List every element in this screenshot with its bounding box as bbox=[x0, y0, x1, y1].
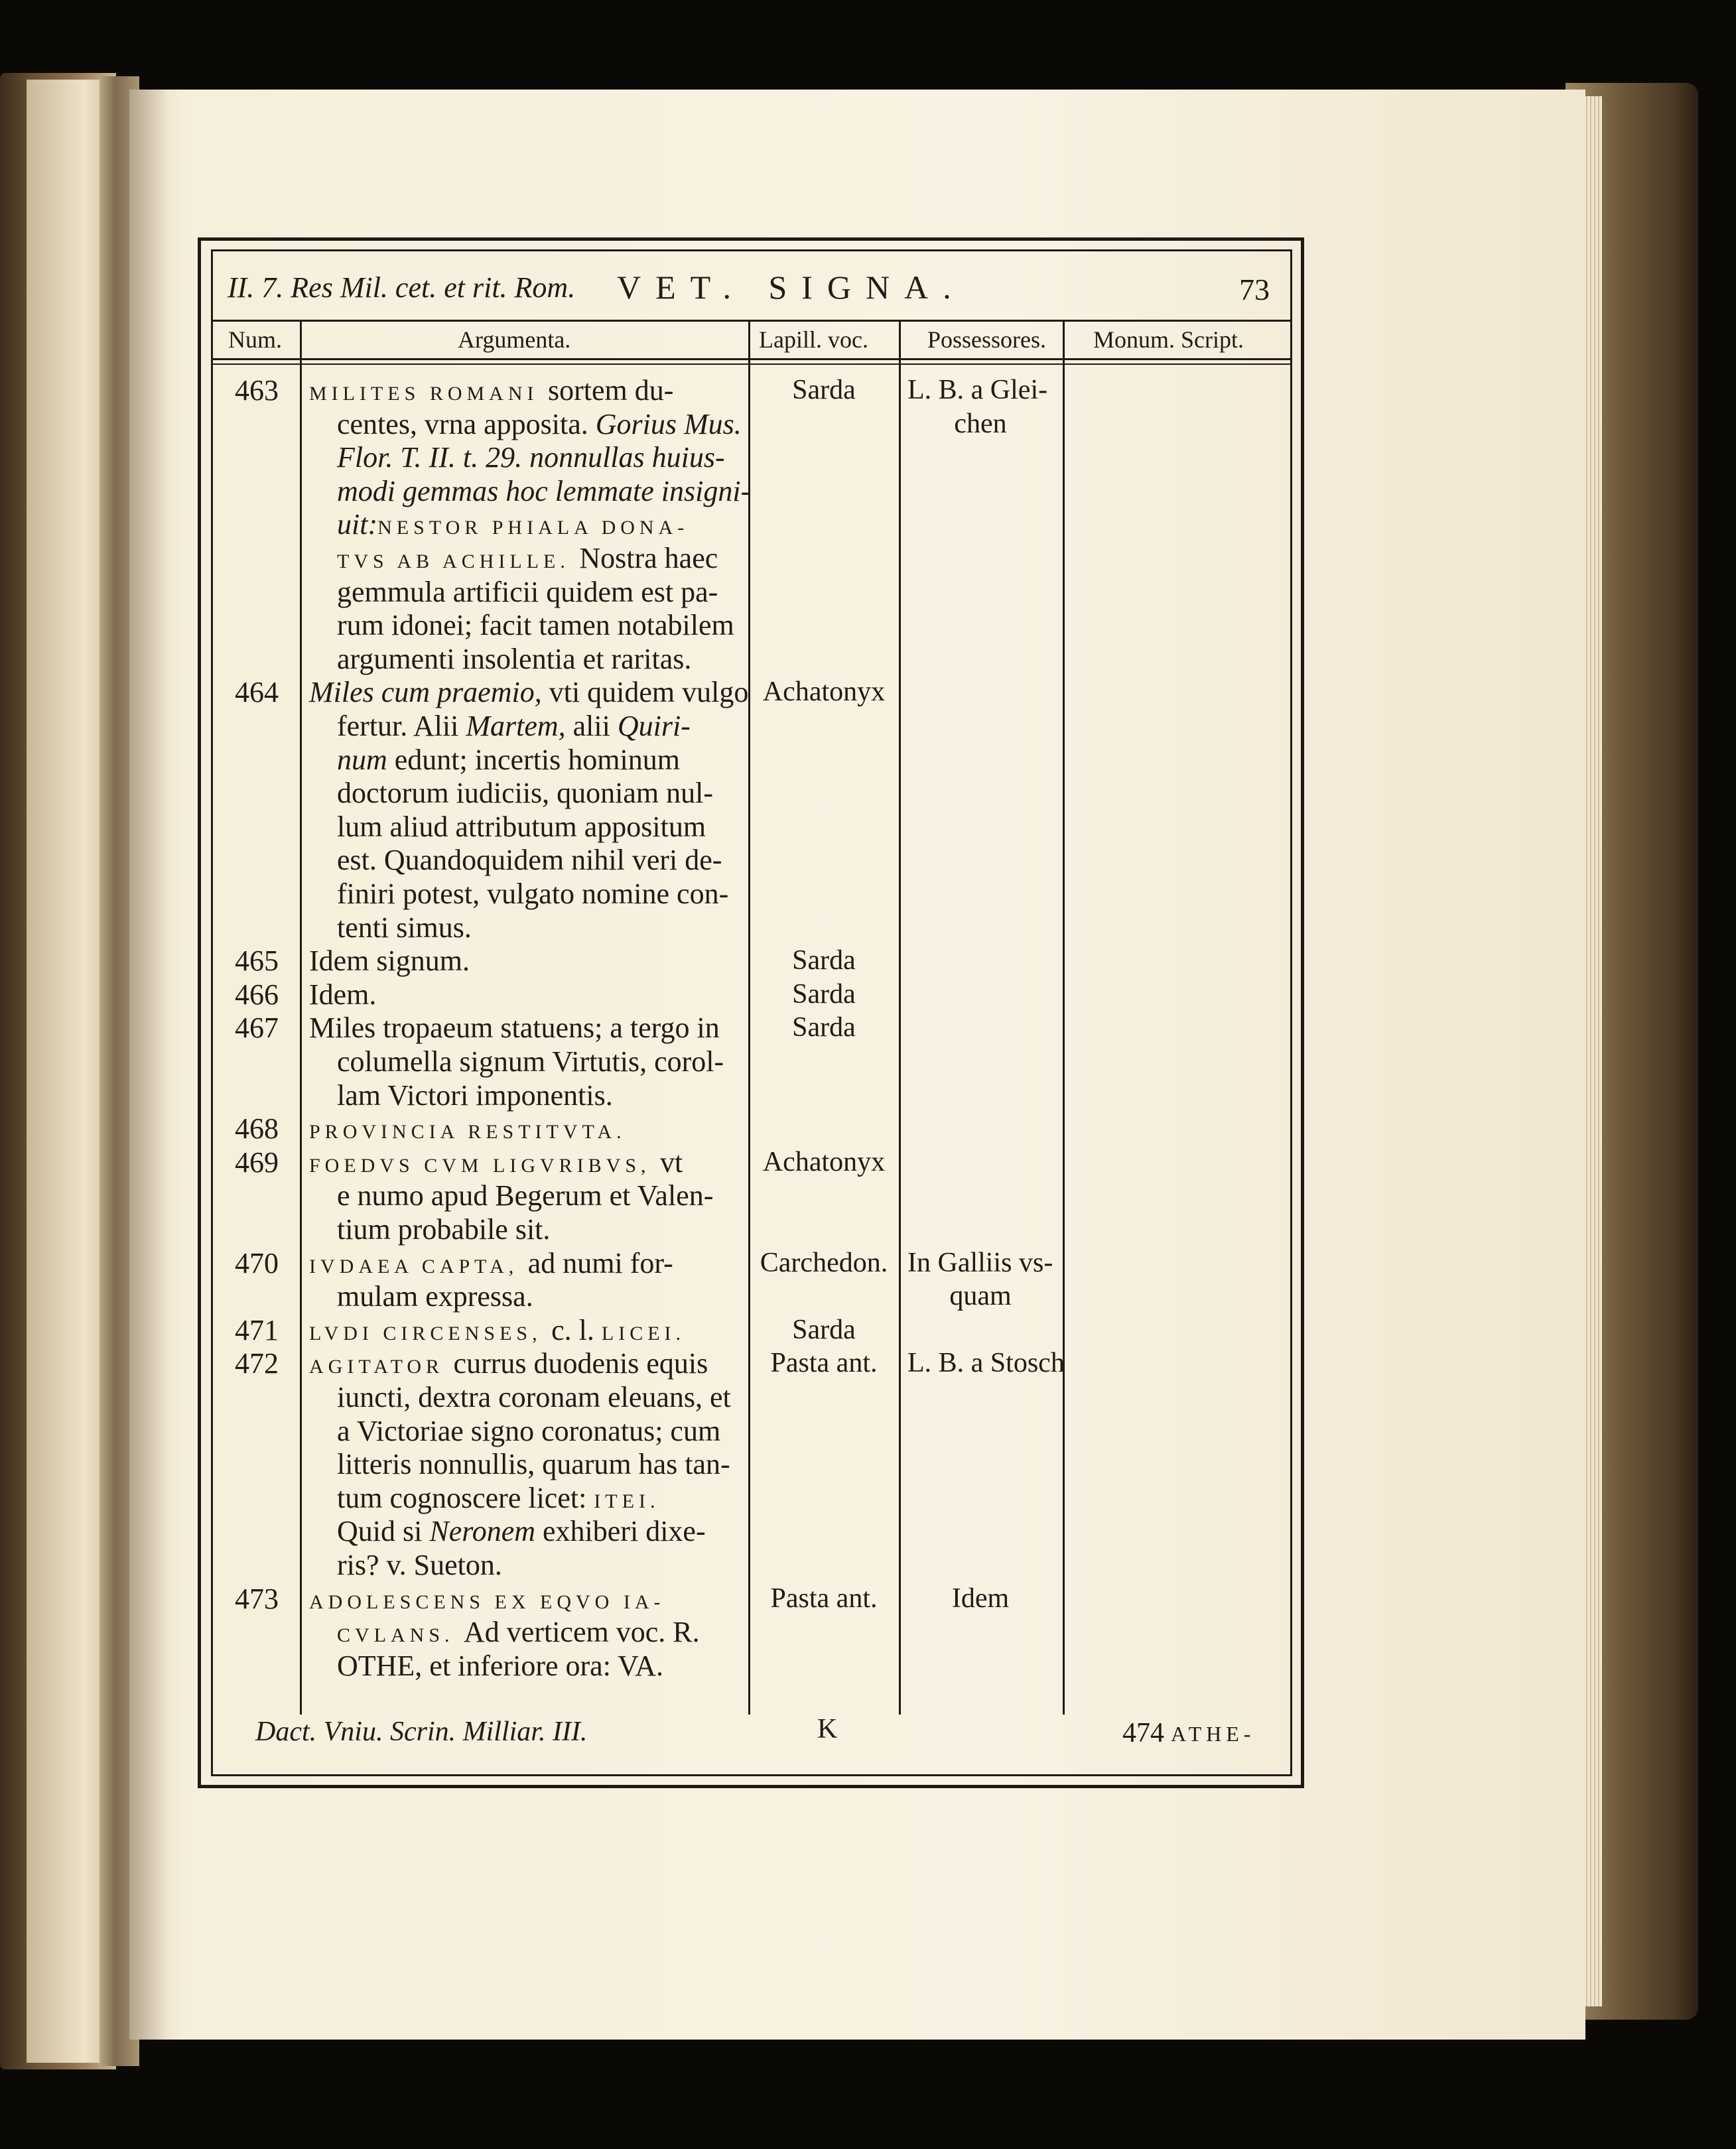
argument-line bbox=[337, 1649, 664, 1682]
text-run: Quid si bbox=[337, 1515, 430, 1548]
row-number: 467 bbox=[235, 1011, 279, 1045]
text-run: AGITATOR bbox=[309, 1356, 454, 1378]
col-header-num: Num. bbox=[228, 326, 282, 353]
argument-line bbox=[337, 779, 713, 808]
text-run: columella signum Virtutis, corol- bbox=[337, 1045, 724, 1078]
text-run: sortem du- bbox=[548, 374, 674, 407]
text-run: mulam expressa. bbox=[337, 1280, 533, 1313]
argument-line bbox=[337, 879, 728, 909]
col-header-monum: Monum. Script. bbox=[1093, 326, 1244, 353]
text-run: ad numi for- bbox=[527, 1246, 673, 1279]
possessor-cell: chen bbox=[954, 408, 1007, 439]
argument-line bbox=[337, 1181, 713, 1210]
text-run: LVDI CIRCENSES, bbox=[309, 1322, 552, 1344]
text-run: lam Victori imponentis. bbox=[337, 1078, 613, 1112]
text-run: finiri potest, vulgato nomine con- bbox=[337, 878, 729, 910]
text-run: edunt; incertis hominum bbox=[387, 743, 680, 776]
text-run: Neronem bbox=[429, 1515, 536, 1548]
text-run: Flor. T. II. t. 29. nonnullas huius- bbox=[337, 441, 725, 474]
lapill-cell: Achatonyx bbox=[762, 677, 886, 708]
text-run: litteris nonnullis, quarum has tan- bbox=[337, 1448, 730, 1481]
row-number: 468 bbox=[235, 1112, 279, 1145]
text-run: Miles tropaeum statuens; a tergo in bbox=[309, 1011, 720, 1045]
text-run: PROVINCIA RESTITVTA. bbox=[309, 1121, 626, 1143]
argument-line bbox=[309, 1145, 683, 1179]
text-run: tum cognoscere licet: bbox=[337, 1481, 594, 1514]
text-run: MILITES ROMANI bbox=[309, 383, 548, 405]
lapill-cell: Sarda bbox=[792, 1314, 856, 1345]
lapill-cell: Carchedon. bbox=[760, 1247, 888, 1278]
text-run: Ad verticem voc. R. bbox=[464, 1616, 700, 1649]
col-separator-3 bbox=[899, 322, 901, 1715]
text-run: gemmula artificii quidem est pa- bbox=[337, 575, 718, 608]
text-run: centes, vrna apposita. bbox=[337, 407, 596, 440]
row-number: 465 bbox=[235, 944, 279, 978]
footer-left: Dact. Vniu. Scrin. Milliar. III. bbox=[255, 1717, 588, 1747]
argument-line bbox=[309, 946, 470, 976]
col-separator-2 bbox=[748, 322, 750, 1715]
text-run: LICEI. bbox=[601, 1322, 686, 1344]
text-run: tenti simus. bbox=[337, 911, 472, 944]
text-run: Miles cum praemio, bbox=[309, 676, 542, 709]
argument-line bbox=[309, 1013, 720, 1043]
catchword: ATHE- bbox=[1171, 1722, 1256, 1746]
lapill-cell: Sarda bbox=[792, 375, 856, 405]
argument-line bbox=[337, 743, 680, 776]
row-number: 473 bbox=[235, 1582, 279, 1615]
text-run: fertur. Alii bbox=[337, 710, 466, 742]
row-number: 471 bbox=[235, 1313, 279, 1346]
argument-line bbox=[337, 407, 742, 440]
argument-line bbox=[337, 1215, 550, 1244]
text-run: vti quidem vulgo bbox=[541, 676, 749, 709]
text-run: Quiri- bbox=[617, 710, 691, 742]
header-rule-double bbox=[211, 363, 1292, 365]
argument-line bbox=[337, 611, 734, 640]
argument-line bbox=[337, 712, 691, 741]
row-number: 464 bbox=[235, 676, 279, 709]
lapill-cell: Achatonyx bbox=[762, 1146, 886, 1177]
argument-line bbox=[309, 980, 376, 1009]
text-run: NESTOR PHIALA DONA- bbox=[377, 517, 689, 539]
text-run: IVDAEA CAPTA, bbox=[309, 1255, 528, 1277]
possessor-cell: L. B. a Glei- bbox=[907, 375, 1048, 405]
possessor-cell: L. B. a Stosch bbox=[907, 1348, 1065, 1379]
argument-line bbox=[337, 443, 725, 472]
argument-line bbox=[337, 1078, 613, 1112]
argument-line bbox=[337, 510, 689, 539]
possessor-cell: In Galliis vs- bbox=[907, 1247, 1053, 1278]
row-number: 472 bbox=[235, 1347, 279, 1380]
text-run: a Victoriae signo coronatus; cum bbox=[337, 1414, 721, 1447]
header-rule-bottom bbox=[211, 358, 1292, 360]
argument-line bbox=[337, 1481, 660, 1514]
text-run: Gorius Mus. bbox=[595, 407, 742, 440]
row-number: 466 bbox=[235, 978, 279, 1011]
text-run: FOEDVS CVM LIGVRIBVS, bbox=[309, 1154, 661, 1177]
argument-line bbox=[309, 1246, 673, 1279]
row-number: 470 bbox=[235, 1246, 279, 1279]
text-run: OTHE, et inferiore ora: VA. bbox=[337, 1649, 664, 1682]
argument-line bbox=[309, 678, 748, 707]
lapill-cell: Sarda bbox=[792, 945, 856, 976]
text-run: CVLANS. bbox=[337, 1624, 464, 1647]
argument-line bbox=[337, 474, 751, 507]
argument-line bbox=[337, 1282, 533, 1311]
argument-line bbox=[309, 376, 673, 405]
text-run: doctorum iudiciis, quoniam nul- bbox=[337, 777, 714, 810]
text-run: ITEI. bbox=[594, 1490, 660, 1512]
text-run: currus duodenis equis bbox=[453, 1347, 708, 1380]
text-run: vt bbox=[660, 1145, 683, 1179]
text-run: ris? v. Sueton. bbox=[337, 1549, 502, 1581]
argument-line bbox=[309, 1114, 626, 1143]
argument-line bbox=[337, 1383, 731, 1412]
lapill-cell: Sarda bbox=[792, 978, 856, 1009]
text-run: Idem signum. bbox=[309, 944, 470, 978]
argument-line bbox=[337, 1414, 721, 1447]
text-run: tium probabile sit. bbox=[337, 1213, 551, 1246]
lapill-cell: Pasta ant. bbox=[770, 1348, 878, 1379]
argument-line bbox=[337, 1047, 724, 1076]
argument-line bbox=[337, 1450, 730, 1479]
row-number: 463 bbox=[235, 374, 279, 407]
col-separator-4 bbox=[1063, 322, 1065, 1715]
argument-line bbox=[337, 846, 722, 875]
text-run: modi gemmas hoc lemmate insigni- bbox=[337, 474, 751, 507]
text-run: rum idonei; facit tamen notabilem bbox=[337, 609, 734, 642]
argument-line bbox=[337, 544, 718, 573]
argument-line bbox=[337, 1517, 706, 1546]
text-run: Idem. bbox=[309, 978, 377, 1011]
argument-line bbox=[337, 642, 692, 675]
col-separator-1 bbox=[300, 322, 302, 1715]
header-rule-top bbox=[211, 320, 1292, 322]
text-run: Nostra haec bbox=[579, 542, 718, 574]
argument-line bbox=[337, 810, 706, 843]
argument-line bbox=[309, 1313, 686, 1346]
text-run: c. l. bbox=[551, 1313, 602, 1346]
possessor-cell: Idem bbox=[951, 1583, 1010, 1614]
text-run: iuncti, dextra coronam eleuans, et bbox=[337, 1381, 731, 1413]
text-run: TVS AB ACHILLE. bbox=[337, 551, 580, 572]
left-page-edge bbox=[27, 80, 109, 2063]
argument-line bbox=[337, 1618, 700, 1647]
text-run: exhiberi dixe- bbox=[535, 1515, 706, 1548]
col-header-argumenta: Argumenta. bbox=[458, 326, 571, 353]
argument-line bbox=[337, 913, 472, 943]
catchword-number: 474 bbox=[1122, 1718, 1164, 1748]
signature-mark: K bbox=[817, 1714, 838, 1744]
header-section: II. 7. Res Mil. cet. et rit. Rom. bbox=[228, 271, 576, 304]
text-run: uit: bbox=[337, 508, 378, 541]
text-run: e numo apud Begerum et Valen- bbox=[337, 1179, 714, 1212]
col-header-possessores: Possessores. bbox=[927, 326, 1047, 353]
argument-line bbox=[309, 1349, 708, 1378]
col-header-lapill: Lapill. voc. bbox=[759, 326, 868, 353]
text-run: Martem, bbox=[466, 710, 566, 742]
text-run: lum aliud attributum appositum bbox=[337, 810, 706, 843]
possessor-cell: quam bbox=[949, 1281, 1012, 1312]
text-run: ADOLESCENS EX EQVO IA- bbox=[309, 1591, 665, 1613]
argument-line bbox=[309, 1585, 665, 1614]
text-run: est. Quandoquidem nihil veri de- bbox=[337, 844, 722, 877]
page-number: 73 bbox=[1239, 273, 1270, 306]
lapill-cell: Pasta ant. bbox=[770, 1583, 878, 1614]
text-run: alii bbox=[565, 710, 618, 742]
row-number: 469 bbox=[235, 1145, 279, 1179]
argument-line bbox=[337, 575, 718, 608]
fold-shadow bbox=[129, 90, 169, 2040]
page-title: VET. SIGNA. bbox=[617, 269, 966, 306]
text-run: num bbox=[337, 743, 387, 776]
lapill-cell: Sarda bbox=[792, 1012, 856, 1043]
text-run: argumenti insolentia et raritas. bbox=[337, 642, 692, 675]
argument-line bbox=[337, 1551, 502, 1580]
